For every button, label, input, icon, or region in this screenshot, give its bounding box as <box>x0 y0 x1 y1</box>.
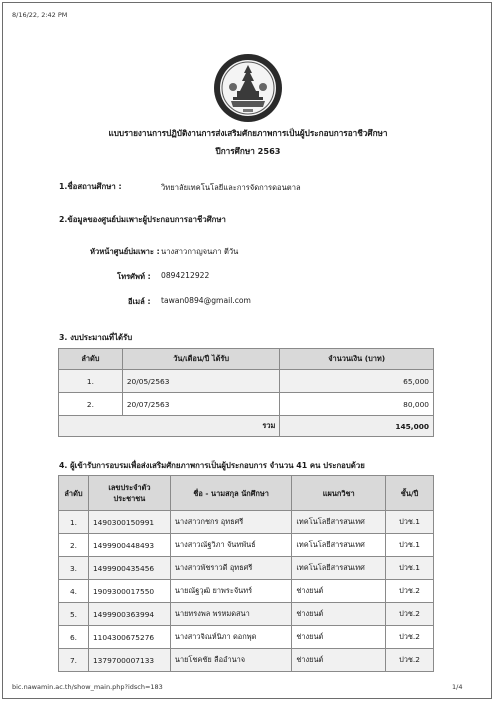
trainee-dept: ช่างยนต์ <box>292 603 386 626</box>
budget-row-amount: 80,000 <box>280 393 434 416</box>
trainee-name: นายทรงพล พรหมดสนา <box>170 603 292 626</box>
trainee-level: ปวช.2 <box>386 580 434 603</box>
trainee-col-no: ลำดับ <box>59 476 89 511</box>
trainee-id: 1499900435456 <box>88 557 170 580</box>
trainee-dept: เทคโนโลยีสารสนเทศ <box>292 534 386 557</box>
center-head-value: นางสาวกาญจนภา ตีวัน <box>161 247 239 256</box>
trainee-level: ปวช.2 <box>386 626 434 649</box>
trainee-name: นางสาวจิณห์นิภา ดอกพุด <box>170 626 292 649</box>
incubation-center-heading: 2.ข้อมูลของศูนย์บ่มเพาะผู้ประกอบการอาชีวศึกษา <box>59 215 226 224</box>
table-row <box>59 534 434 557</box>
table-row <box>59 603 434 626</box>
trainee-level: ปวช.1 <box>386 557 434 580</box>
trainee-col-name: ชื่อ - นามสกุล นักศึกษา <box>170 476 292 511</box>
table-row <box>59 580 434 603</box>
trainee-name: นายณัฐวุฒิ ยาพระจันทร์ <box>170 580 292 603</box>
table-row <box>59 557 434 580</box>
budget-col-amount: จำนวนเงิน (บาท) <box>280 349 434 370</box>
page-number: 1/4 <box>452 683 463 691</box>
print-header: 8/16/22, 2:42 PM <box>12 11 68 19</box>
trainee-id: 1909300017550 <box>88 580 170 603</box>
trainee-no: 3. <box>59 557 89 580</box>
table-row <box>59 393 434 416</box>
trainee-dept: ช่างยนต์ <box>292 626 386 649</box>
trainee-dept: เทคโนโลยีสารสนเทศ <box>292 557 386 580</box>
trainee-dept: ช่างยนต์ <box>292 580 386 603</box>
report-title: แบบรายงานการปฏิบัติงานการส่งเสริมศักยภาพการเป็นผู้ประกอบการอาชีวศึกษา <box>108 128 388 138</box>
budget-row-no: 1. <box>59 370 123 393</box>
trainee-id: 1104300675276 <box>88 626 170 649</box>
budget-col-date: วัน/เดือน/ปี ได้รับ <box>122 349 280 370</box>
trainee-name: นางสาวกชกร อุทธศรี <box>170 511 292 534</box>
trainee-name: นายโชคชัย ลืออำนาจ <box>170 649 292 672</box>
trainee-level: ปวช.2 <box>386 649 434 672</box>
trainee-id: 1379700007133 <box>88 649 170 672</box>
budget-row-amount: 65,000 <box>280 370 434 393</box>
academic-year: ปีการศึกษา 2563 <box>215 146 281 156</box>
table-row <box>59 626 434 649</box>
institution-seal-icon <box>213 53 283 123</box>
school-name-value: วิทยาลัยเทคโนโลยีและการจัดการดอนตาล <box>161 183 301 192</box>
trainees-table <box>58 475 434 672</box>
phone-label: โทรศัพท์ : <box>117 272 151 281</box>
trainee-id: 1499900448493 <box>88 534 170 557</box>
budget-row-date: 20/07/2563 <box>122 393 280 416</box>
trainee-no: 5. <box>59 603 89 626</box>
trainee-no: 7. <box>59 649 89 672</box>
trainee-no: 6. <box>59 626 89 649</box>
phone-value: 0894212922 <box>161 271 210 280</box>
trainee-col-id: เลขประจำตัว ประชาชน <box>88 476 170 511</box>
trainees-heading: 4. ผู้เข้ารับการอบรมเพื่อส่งเสริมศักยภาพการเป็นผู้ประกอบการ จำนวน 41 คน ประกอบด้วย <box>59 461 365 470</box>
budget-row-no: 2. <box>59 393 123 416</box>
budget-total-value: 145,000 <box>280 416 434 437</box>
budget-heading: 3. งบประมาณที่ได้รับ <box>59 333 133 342</box>
trainee-no: 4. <box>59 580 89 603</box>
footer-url[interactable]: bic.nawamin.ac.th/show_main.php?idsch=183 <box>12 683 163 691</box>
table-row <box>59 370 434 393</box>
trainee-col-dept: แผนกวิชา <box>292 476 386 511</box>
budget-col-no: ลำดับ <box>59 349 123 370</box>
budget-row-date: 20/05/2563 <box>122 370 280 393</box>
trainee-name: นางสาวณัฐวิภา จันทพันธ์ <box>170 534 292 557</box>
trainee-level: ปวช.2 <box>386 603 434 626</box>
trainee-col-level: ชั้น/ปี <box>386 476 434 511</box>
trainee-no: 1. <box>59 511 89 534</box>
trainee-name: นางสาวพัชราวดี อุทธศรี <box>170 557 292 580</box>
trainee-id: 1490300150991 <box>88 511 170 534</box>
trainee-no: 2. <box>59 534 89 557</box>
trainee-id: 1499900363994 <box>88 603 170 626</box>
center-head-label: หัวหน้าศูนย์บ่มเพาะ : <box>90 247 160 256</box>
budget-table <box>58 348 434 437</box>
trainee-dept: เทคโนโลยีสารสนเทศ <box>292 511 386 534</box>
table-row <box>59 649 434 672</box>
budget-total-row <box>59 416 434 437</box>
email-value: tawan0894@gmail.com <box>161 296 251 305</box>
school-name-label: 1.ชื่อสถานศึกษา : <box>59 182 122 191</box>
table-row <box>59 511 434 534</box>
trainee-level: ปวช.1 <box>386 511 434 534</box>
email-label: อีเมล์ : <box>128 297 151 306</box>
budget-total-label: รวม <box>59 416 280 437</box>
trainee-level: ปวช.1 <box>386 534 434 557</box>
trainee-dept: ช่างยนต์ <box>292 649 386 672</box>
